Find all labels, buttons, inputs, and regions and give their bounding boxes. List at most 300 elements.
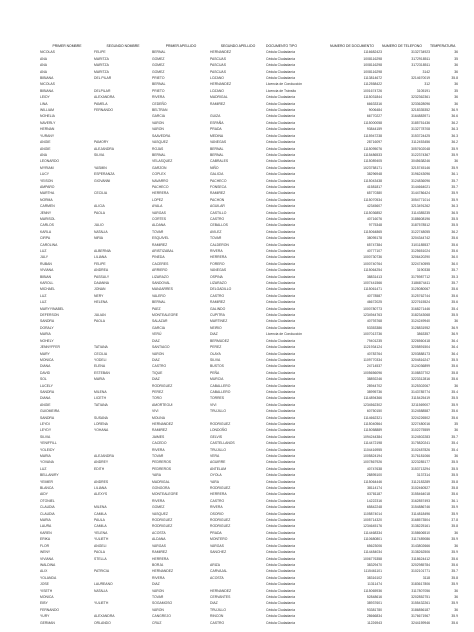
table-cell: SOL bbox=[40, 377, 47, 382]
table-cell: 1005656096 bbox=[363, 370, 382, 375]
table-cell: 35.8 bbox=[451, 479, 458, 484]
table-cell: 38316102 bbox=[366, 575, 382, 580]
table-cell: 3244159946 bbox=[411, 620, 430, 625]
table-cell: NEIRIO bbox=[210, 325, 222, 330]
table-cell: RIVERA bbox=[210, 505, 223, 510]
table-cell: 312 bbox=[424, 82, 430, 87]
table-cell: 46672025 bbox=[366, 300, 382, 305]
table-cell: 36 bbox=[454, 82, 458, 87]
table-cell: CABALLERO bbox=[210, 389, 231, 394]
table-cell: VIVI bbox=[210, 402, 217, 407]
table-cell: MONTEALEGRE bbox=[152, 492, 178, 497]
table-cell: BERNAL bbox=[152, 82, 166, 87]
table-cell: MARITZA bbox=[94, 56, 109, 61]
table-cell: 36.2 bbox=[451, 120, 458, 125]
table-cell: Cédula Ciudadanía bbox=[266, 197, 296, 202]
table-cell: BERNAL bbox=[152, 50, 166, 55]
table-cell: 36.2 bbox=[451, 229, 458, 234]
table-cell: CARLOS bbox=[40, 223, 54, 228]
table-cell: HERNANDEZ bbox=[210, 82, 232, 87]
table-cell: TORRES bbox=[210, 396, 225, 401]
table-cell: NIÑO bbox=[210, 165, 219, 170]
table-cell: AGUILAR bbox=[210, 204, 225, 209]
table-cell: YELENA bbox=[94, 530, 108, 535]
table-cell: JAIMES bbox=[152, 434, 165, 439]
table-cell: MARIA bbox=[40, 454, 51, 458]
table-cell: PACHON bbox=[210, 197, 225, 202]
table-cell: DIAZ bbox=[152, 338, 160, 343]
table-cell: TATIANA bbox=[94, 345, 108, 350]
table-cell: ALEXANDRA bbox=[94, 95, 115, 100]
table-cell: 3172318511 bbox=[411, 63, 430, 68]
table-cell: OLAYA bbox=[210, 351, 221, 356]
table-cell: Cédula Ciudadanía bbox=[266, 524, 296, 529]
table-cell: CEDEÑO bbox=[152, 101, 167, 106]
table-cell: Cédula Ciudadanía bbox=[266, 409, 296, 414]
table-cell: 3186856187 bbox=[411, 607, 430, 612]
table-cell: 35.5 bbox=[451, 460, 458, 465]
table-body bbox=[40, 49, 458, 626]
table-cell: DIANA bbox=[40, 364, 51, 369]
table-cell: 3176671967 bbox=[411, 614, 430, 619]
table-cell: YEIMER bbox=[40, 479, 53, 484]
table-cell: YOVANA bbox=[40, 460, 54, 465]
table-cell: LUZ bbox=[40, 293, 47, 298]
table-cell: HERNANDEZ bbox=[210, 50, 232, 55]
table-cell: Cédula Ciudadanía bbox=[266, 76, 296, 81]
table-cell: Cédula Ciudadanía bbox=[266, 588, 296, 593]
table-cell: LOZANO bbox=[210, 76, 224, 81]
table-cell: Cédula Ciudadanía bbox=[266, 114, 296, 119]
table-cell: PEREZ bbox=[210, 345, 222, 350]
table-cell: AYALA bbox=[152, 204, 163, 209]
table-cell: RAMIREZ bbox=[152, 428, 168, 433]
table-cell: 35.3 bbox=[451, 274, 458, 279]
table-cell: 1104416955 bbox=[363, 447, 382, 452]
table-cell: LEYDI bbox=[40, 421, 50, 426]
table-cell: GUIOMEIRA bbox=[40, 409, 60, 414]
table-cell: JENNY bbox=[40, 210, 52, 215]
table-cell: 3144664021 bbox=[411, 184, 430, 189]
table-cell: RUBAN bbox=[40, 261, 52, 266]
table-cell: 3142 bbox=[422, 69, 430, 74]
table-cell: RODRIGUEZ bbox=[152, 383, 173, 388]
table-cell: 36.0 bbox=[451, 255, 458, 260]
table-cell: FERNANDO bbox=[40, 607, 60, 612]
column-header: NUMERO DE TELEFONO bbox=[382, 44, 422, 48]
table-cell: Cédula Ciudadanía bbox=[266, 441, 296, 446]
table-cell: Cédula Ciudadanía bbox=[266, 261, 296, 266]
table-cell: 35.8 bbox=[451, 486, 458, 491]
table-cell: BIBIANA bbox=[40, 76, 54, 81]
table-cell: GERMAN bbox=[40, 620, 55, 625]
table-cell: 3172918511 bbox=[411, 56, 430, 61]
table-cell: RIVERA bbox=[152, 575, 165, 580]
table-cell: 3155464018 bbox=[411, 492, 430, 497]
table-cell: 35.6 bbox=[451, 287, 458, 292]
table-cell: CUPITRA bbox=[210, 313, 225, 318]
table-cell: 3183617806 bbox=[411, 582, 430, 587]
table-cell: MICHAEL bbox=[40, 287, 56, 292]
table-cell: 3132778708 bbox=[411, 127, 430, 132]
table-cell: 35.6 bbox=[451, 293, 458, 298]
table-cell: 36 bbox=[454, 543, 458, 548]
table-cell: RAMIREZ bbox=[210, 101, 226, 106]
table-cell: SANDRA bbox=[40, 415, 55, 420]
table-cell: 36.3 bbox=[451, 204, 458, 209]
table-cell: CLAUDIA bbox=[40, 511, 55, 516]
table-cell: BIBIANA bbox=[40, 88, 54, 93]
table-cell: 28666834 bbox=[366, 614, 382, 619]
table-cell: 35.6 bbox=[451, 242, 458, 247]
table-cell: Cédula Ciudadanía bbox=[266, 415, 296, 420]
table-cell: TOVAR bbox=[152, 229, 164, 234]
table-cell: LUZ bbox=[40, 466, 47, 471]
table-cell: CABALLERO bbox=[210, 383, 231, 388]
table-cell: 3196243096 bbox=[411, 172, 430, 177]
table-cell: 3224740595 bbox=[411, 261, 430, 266]
table-cell: VIVIANA bbox=[40, 268, 54, 273]
table-cell: YURY bbox=[40, 614, 50, 619]
table-cell: MONICA bbox=[40, 594, 54, 599]
table-cell: 35.9 bbox=[451, 601, 458, 606]
table-cell: SANTIAGO bbox=[152, 345, 170, 350]
table-cell: 1115095076 bbox=[363, 146, 382, 151]
table-cell: 36 bbox=[454, 383, 458, 388]
table-cell: 35.5 bbox=[451, 466, 458, 471]
table-cell: 35.8 bbox=[451, 524, 458, 529]
table-cell: RIVERA bbox=[210, 249, 223, 253]
table-cell: RAMIREZ bbox=[152, 550, 168, 555]
table-cell: Cédula Ciudadanía bbox=[266, 146, 296, 151]
table-cell: 1008116298 bbox=[363, 63, 382, 68]
table-cell: PRADA bbox=[210, 530, 222, 535]
table-cell: Cédula Ciudadanía bbox=[266, 562, 296, 567]
table-cell: Cédula Ciudadanía bbox=[266, 210, 296, 215]
table-cell: Cédula Ciudadanía bbox=[266, 133, 296, 138]
table-cell: 3218335352 bbox=[411, 108, 430, 113]
table-cell: 1115064254 bbox=[363, 268, 382, 273]
table-cell: 3227480016 bbox=[411, 421, 430, 426]
table-cell: ALEJANDRA bbox=[94, 454, 114, 458]
table-cell: LAUREANO bbox=[94, 582, 113, 587]
table-cell: Cédula Ciudadanía bbox=[266, 306, 296, 311]
table-cell: TORO bbox=[152, 396, 162, 401]
table-cell: 36.3 bbox=[451, 127, 458, 132]
table-cell: SOGAMOSO bbox=[152, 601, 173, 606]
table-cell: JULIO bbox=[94, 223, 104, 228]
table-cell: AGUIRRE bbox=[210, 460, 226, 465]
table-cell: SILVIA bbox=[94, 152, 105, 157]
table-cell: BERNAL bbox=[152, 300, 166, 305]
table-cell: VASQUEZ bbox=[152, 511, 168, 516]
table-cell: PAOLA bbox=[94, 210, 106, 215]
table-cell: 36 bbox=[454, 588, 458, 593]
table-cell: 36.3 bbox=[451, 133, 458, 138]
table-cell: 3132734923 bbox=[411, 50, 430, 55]
table-cell: CASTELLANOS bbox=[210, 441, 235, 446]
table-cell: FONSECA bbox=[210, 184, 227, 189]
table-cell: MARTHA bbox=[40, 191, 55, 196]
table-cell: BELLANIRY bbox=[40, 473, 59, 478]
table-cell: Cédula Ciudadanía bbox=[266, 216, 296, 221]
table-cell: Cédula Ciudadanía bbox=[266, 287, 296, 292]
table-cell: 36 bbox=[454, 159, 458, 164]
table-cell: Cédula Ciudadanía bbox=[266, 530, 296, 535]
table-row bbox=[40, 620, 458, 626]
table-cell: MOLINA bbox=[152, 415, 165, 420]
table-cell: 1116682423 bbox=[363, 50, 382, 55]
table-cell: AVILEZ bbox=[210, 229, 222, 234]
table-cell: SANCHEZ bbox=[210, 550, 227, 555]
table-cell: Cédula Ciudadanía bbox=[266, 601, 296, 606]
table-cell: VARON bbox=[152, 588, 164, 593]
table-cell: LINA bbox=[40, 101, 48, 106]
table-cell: 3138225161 bbox=[411, 524, 430, 529]
table-cell: 1007867926 bbox=[363, 460, 382, 465]
table-cell: PASCUAS bbox=[210, 63, 226, 68]
table-cell: DIAZ bbox=[210, 332, 218, 337]
table-cell: 36.4 bbox=[451, 338, 458, 343]
table-cell: 3102460527 bbox=[411, 486, 430, 491]
table-cell: 1001674726 bbox=[363, 88, 382, 93]
table-cell: 1114484034 bbox=[363, 550, 382, 555]
table-cell: 1000780773 bbox=[363, 306, 382, 311]
table-cell: CARVAJAL bbox=[210, 569, 228, 574]
table-cell: 35.5 bbox=[451, 357, 458, 362]
table-cell: YULIETH bbox=[94, 601, 109, 606]
table-cell: PASSULY bbox=[94, 274, 110, 279]
column-header: DOCUMENTO TIPO bbox=[266, 44, 297, 48]
table-cell: 65770380 bbox=[366, 191, 382, 196]
table-cell: 35.6 bbox=[451, 409, 458, 414]
table-cell: 1008116298 bbox=[363, 69, 382, 74]
table-cell: GIOVANNI bbox=[94, 178, 111, 183]
table-cell: Cédula Ciudadanía bbox=[266, 159, 296, 164]
table-cell: 3202852751 bbox=[411, 594, 430, 599]
table-cell: Cédula Ciudadanía bbox=[266, 345, 296, 350]
table-cell: RAMIREZ bbox=[210, 191, 226, 196]
table-cell: TRUJILLO bbox=[210, 447, 227, 452]
table-cell: 3175987712 bbox=[411, 274, 430, 279]
table-cell: ALICIA bbox=[94, 204, 105, 209]
table-cell: COPLEX bbox=[152, 172, 166, 177]
table-cell: 35.9 bbox=[451, 614, 458, 619]
table-cell: PATRICIA bbox=[94, 569, 110, 574]
table-cell: PAMORY bbox=[94, 140, 109, 145]
table-cell: 3125651024 bbox=[411, 249, 430, 253]
table-cell: 11311474 bbox=[367, 582, 382, 587]
table-cell: BERNAL bbox=[152, 152, 166, 157]
table-cell: CECILIA bbox=[94, 191, 108, 196]
table-cell: 3204344742 bbox=[411, 236, 430, 241]
table-cell: TOVAR bbox=[152, 454, 164, 458]
table-cell: 3115425419 bbox=[411, 396, 430, 401]
table-cell: 35.9 bbox=[451, 511, 458, 516]
table-cell: TOVAR bbox=[152, 594, 164, 599]
table-cell: 1000740764 bbox=[363, 261, 382, 266]
table-cell: YOLEIDY bbox=[40, 447, 55, 452]
table-cell: MILENA bbox=[94, 389, 107, 394]
table-cell: 36.2 bbox=[451, 140, 458, 145]
table-cell: DAIANNA bbox=[94, 281, 110, 286]
table-cell: FORERO bbox=[210, 261, 225, 266]
table-cell: BERMUDEZ bbox=[210, 338, 230, 343]
table-cell: 24714537 bbox=[366, 364, 382, 369]
table-cell: 1112558422 bbox=[363, 82, 382, 87]
table-cell: 40778587 bbox=[366, 293, 382, 298]
table-cell: 3118 bbox=[422, 575, 430, 580]
table-cell: MONICA bbox=[40, 357, 54, 362]
table-cell: LILIANA bbox=[94, 255, 107, 260]
table-cell: HELENA bbox=[94, 300, 108, 305]
table-cell: Cédula Ciudadanía bbox=[266, 518, 296, 523]
table-cell: VASQUEZ bbox=[152, 140, 168, 145]
table-cell: 3114818496 bbox=[411, 511, 430, 516]
table-cell: Cédula Ciudadanía bbox=[266, 229, 296, 234]
table-cell: 38114174 bbox=[367, 486, 382, 491]
table-cell: 3227615524 bbox=[411, 300, 430, 305]
table-cell: 1000730736 bbox=[363, 255, 382, 260]
table-cell: 38831413 bbox=[366, 274, 382, 279]
table-cell: CARMEN bbox=[40, 204, 55, 209]
table-cell: HERNANDEZ bbox=[152, 421, 174, 426]
table-cell: CASTRO bbox=[210, 216, 225, 221]
table-cell: CASTRO bbox=[210, 620, 225, 625]
table-cell: 65747384 bbox=[366, 242, 382, 247]
table-cell: PEÑA bbox=[210, 370, 220, 375]
table-cell: Cédula Ciudadanía bbox=[266, 152, 296, 157]
table-cell: 3143802666 bbox=[411, 543, 430, 548]
table-cell: SILVIA bbox=[210, 357, 221, 362]
table-cell: Cédula Ciudadanía bbox=[266, 178, 296, 183]
table-cell: 36.5 bbox=[451, 210, 458, 215]
table-cell: FLOR bbox=[40, 543, 50, 548]
table-cell: GOMEZ bbox=[152, 69, 165, 74]
table-cell: 93381780 bbox=[366, 607, 382, 612]
table-cell: CANGREJO bbox=[152, 614, 171, 619]
table-cell: Cédula Ciudadanía bbox=[266, 511, 296, 516]
table-cell: 3202985784 bbox=[411, 562, 430, 567]
table-cell: JONAN bbox=[94, 287, 106, 292]
table-cell: 3205891504 bbox=[411, 345, 430, 350]
table-cell: Cédula Ciudadanía bbox=[266, 242, 296, 247]
table-cell: CASTRO bbox=[210, 498, 225, 503]
table-cell: 36.9 bbox=[451, 108, 458, 113]
table-cell: 1114894366 bbox=[363, 396, 382, 401]
table-cell: 35.4 bbox=[451, 306, 458, 311]
table-cell: NICOLAS bbox=[40, 82, 55, 87]
table-cell: WILLIAM bbox=[40, 108, 54, 113]
table-cell: 1007441566 bbox=[363, 281, 382, 286]
table-cell: PACHECO bbox=[152, 184, 169, 189]
table-cell: 40777107 bbox=[366, 249, 382, 253]
table-cell: 35.6 bbox=[451, 364, 458, 369]
table-cell: Cédula Ciudadanía bbox=[266, 505, 296, 510]
table-cell: Cédula Ciudadanía bbox=[266, 281, 296, 286]
table-cell: ALIX bbox=[40, 569, 48, 574]
table-cell: Cédula Ciudadanía bbox=[266, 454, 296, 458]
table-cell: 1115000058 bbox=[363, 120, 382, 125]
table-cell: Cédula Ciudadanía bbox=[266, 293, 296, 298]
table-cell: ESTEBAN bbox=[94, 370, 110, 375]
table-cell: 41581817 bbox=[366, 184, 382, 189]
table-cell: NORMA bbox=[40, 197, 53, 202]
table-cell: MADRIGAL bbox=[210, 95, 228, 100]
table-cell: DIAZ bbox=[152, 357, 160, 362]
table-cell: RODRIGUEZ bbox=[152, 524, 173, 529]
table-cell: PACHECO bbox=[210, 178, 227, 183]
table-cell: CLAUDIA bbox=[40, 505, 55, 510]
table-cell: YISETH bbox=[40, 588, 53, 593]
table-cell: 3176181066 bbox=[411, 454, 430, 458]
table-cell: 35.8 bbox=[451, 575, 458, 580]
table-cell: WALDINA bbox=[40, 562, 56, 567]
table-cell: NOHELY bbox=[40, 338, 54, 343]
table-cell: 37.8 bbox=[451, 518, 458, 523]
table-cell: Cédula Ciudadanía bbox=[266, 319, 296, 324]
table-cell: Cédula Ciudadanía bbox=[266, 389, 296, 394]
table-cell: Cédula Ciudadanía bbox=[266, 236, 296, 241]
table-cell: ANA bbox=[40, 63, 47, 68]
table-cell: Cédula Ciudadanía bbox=[266, 594, 296, 599]
table-cell: 3102487826 bbox=[411, 447, 430, 452]
table-cell: 3125080067 bbox=[411, 287, 430, 292]
table-cell: ARISTIZABAL bbox=[152, 249, 174, 253]
table-cell: RODRIGUEZ bbox=[210, 486, 231, 491]
table-cell: HERRERA bbox=[210, 492, 227, 497]
table-cell: 35.9 bbox=[451, 191, 458, 196]
table-cell: SUSANA bbox=[94, 415, 108, 420]
table-cell: Cédula Ciudadanía bbox=[266, 434, 296, 439]
table-cell: Cédula Ciudadanía bbox=[266, 543, 296, 548]
table-cell: Cédula Ciudadanía bbox=[266, 56, 296, 61]
table-cell: ANGIE bbox=[40, 402, 51, 407]
table-cell: 1115947238 bbox=[363, 133, 382, 138]
table-cell: 40793768 bbox=[366, 319, 382, 324]
table-cell: VERA bbox=[210, 454, 220, 458]
table-cell: Cédula Ciudadanía bbox=[266, 569, 296, 574]
table-cell: VARGAS bbox=[152, 210, 166, 215]
table-cell: 3175820241 bbox=[411, 441, 430, 446]
table-cell: DELGADILLO bbox=[210, 287, 232, 292]
table-cell: 3117807056 bbox=[411, 588, 430, 593]
table-cell: MADRIGAL bbox=[152, 479, 170, 484]
table-cell: CAMILA bbox=[94, 524, 107, 529]
table-cell: ALEXYS bbox=[94, 492, 108, 497]
table-cell: SANDOVAL bbox=[152, 281, 171, 286]
table-cell: 38329470 bbox=[366, 562, 382, 567]
table-cell: 36 bbox=[454, 101, 458, 106]
table-cell: SANDRA bbox=[40, 389, 55, 394]
table-cell: PAOLA bbox=[94, 319, 106, 324]
table-cell: 65842248 bbox=[366, 505, 382, 510]
table-cell: WENY bbox=[40, 550, 51, 555]
table-cell: 3045638246 bbox=[411, 159, 430, 164]
table-cell: 35.4 bbox=[451, 389, 458, 394]
table-cell: BUSTOS bbox=[210, 364, 224, 369]
table-cell: FERNANDO bbox=[94, 108, 114, 113]
table-cell: 3114385235 bbox=[411, 210, 430, 215]
table-cell: 1113814672 bbox=[363, 76, 382, 81]
table-cell: HERNAN bbox=[40, 127, 55, 132]
table-cell: ALDANA bbox=[152, 223, 166, 228]
table-cell: 35.6 bbox=[451, 236, 458, 241]
table-cell: MARY bbox=[40, 351, 50, 356]
table-cell: DELPILAR bbox=[94, 88, 111, 93]
table-cell: 1115061471 bbox=[363, 287, 382, 292]
table-cell: TIQUE bbox=[152, 370, 163, 375]
